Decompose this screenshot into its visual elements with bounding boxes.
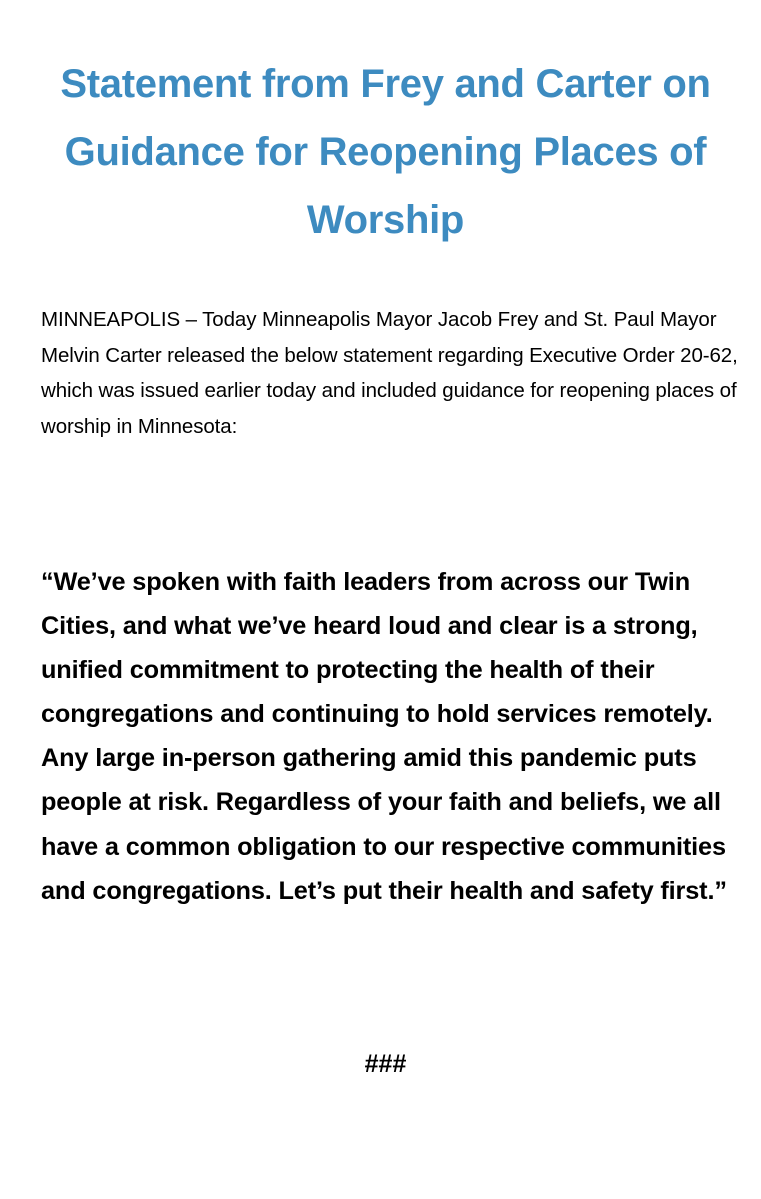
mayors-quote: “We’ve spoken with faith leaders from across our Twin Cities, and what we’ve heard loud and clear is a strong, unified commitment to protecting the health of their congregations and continuing to hold services remotely. Any large in-person gathering amid this pandemic puts people at risk. Regardless of your faith and beliefs, we all have a common obligation to our respective communities and congregations. Let’s put their health and safety first.” xyxy=(41,568,727,905)
page-title: Statement from Frey and Carter on Guidance for Reopening Places of Worship xyxy=(60,62,711,242)
intro-paragraph: MINNEAPOLIS – Today Minneapolis Mayor Jacob Frey and St. Paul Mayor Melvin Carter released the below statement regarding Executive Order 20-62, which was issued earlier today and included guidance for reopening places of worship in Minnesota: xyxy=(41,308,738,438)
end-of-release-mark: ### xyxy=(364,1050,407,1078)
